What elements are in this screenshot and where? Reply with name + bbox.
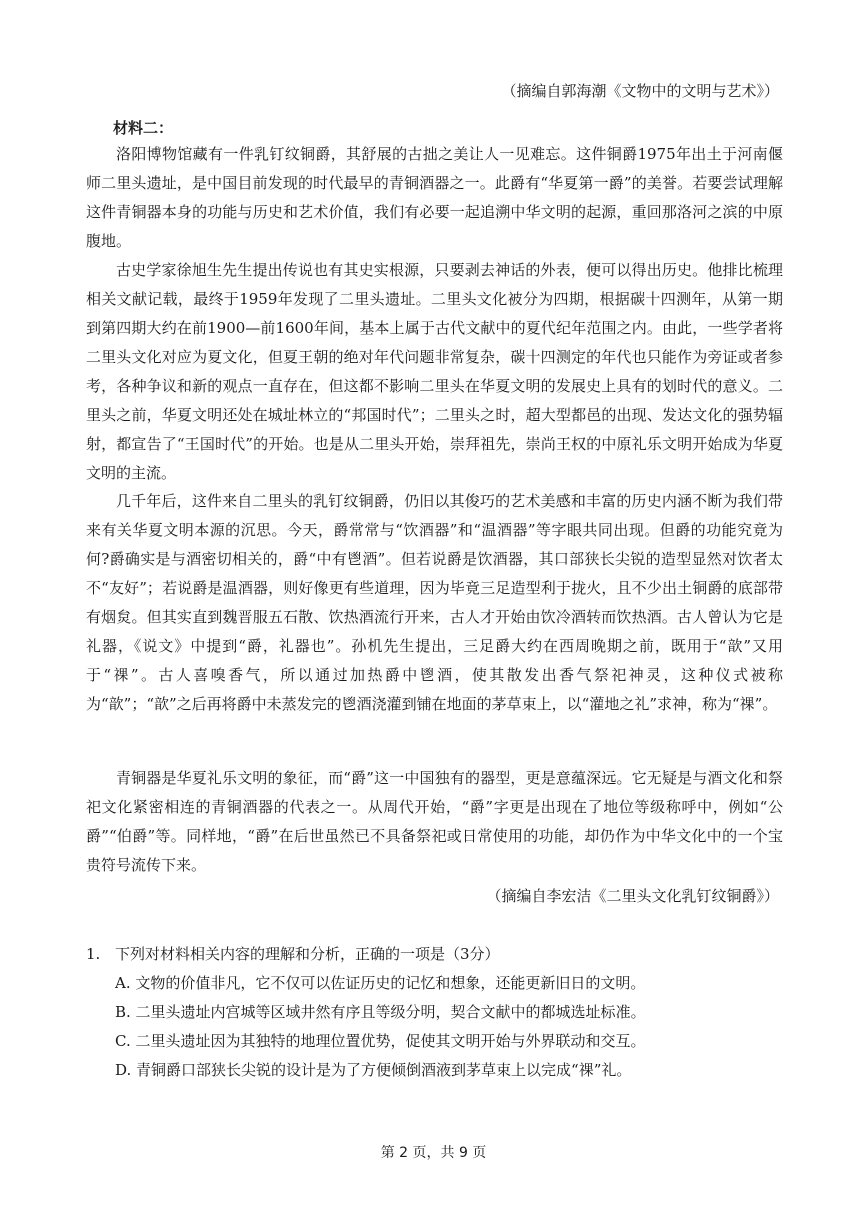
material-heading: 材料二： bbox=[113, 119, 174, 137]
page-footer: 第 2 页，共 9 页 bbox=[380, 1145, 487, 1161]
option-c: C. 二里头遗址因为其独特的地理位置优势，促使其文明开始与外界联动和交互。 bbox=[115, 1032, 646, 1050]
paragraph-1: 洛阳博物馆藏有一件乳钉纹铜爵，其舒展的古拙之美让人一见难忘。这件铜爵1975年出土于河南偃师二里头遗址，是中国目前发现的时代最早的青铜酒器之一。此爵有“华夏第一爵”的美誉。若要尝试理解这件青铜器本身的功能与历史和艺术价值，我们有必要一起追溯中华文明的起源，重回那洛河之滨的中原腹地。 bbox=[86, 145, 783, 250]
source-citation-1: （摘编自郭海潮《文物中的文明与艺术》） bbox=[501, 82, 779, 100]
question-number: 1. bbox=[86, 945, 101, 963]
paragraph-4: 青铜器是华夏礼乐文明的象征，而“爵”这一中国独有的器型，更是意蕴深远。它无疑是与酒文化和祭祀文化紧密相连的青铜酒器的代表之一。从周代开始，“爵”字更是出现在了地位等级称呼中，例如“公爵”“伯爵”等。同样地，“爵”在后世虽然已不具备祭祀或日常使用的功能，却仍作为中华文化中的一个宝贵符号流传下来。 bbox=[86, 769, 783, 874]
paragraph-2: 古史学家徐旭生先生提出传说也有其史实根源，只要剥去神话的外表，便可以得出历史。他排比梳理相关文献记载，最终于1959年发现了二里头遗址。二里头文化被分为四期，根据碳十四测年，从第一期到第四期大约在前1900—前1600年间，基本上属于古代文献中的夏代纪年范围之内。由此，一些学者将二里头文化对应为夏文化，但夏王朝的绝对年代问题非常复杂，碳十四测定的年代也只能作为旁证或者参考，各种争议和新的观点一直存在，但这都不影响二里头在华夏文明的发展史上具有的划时代的意义。二里头之前，华夏文明还处在城址林立的“邦国时代”；二里头之时，超大型都邑的出现、发达文化的强势辐射，都宣告了“王国时代”的开始。也是从二里头开始，崇拜祖先，崇尚王权的中原礼乐文明开始成为华夏文明的主流。 bbox=[86, 261, 783, 482]
option-d: D. 青铜爵口部狭长尖锐的设计是为了方便倾倒酒液到茅草束上以完成“祼”礼。 bbox=[115, 1061, 632, 1079]
question-stem: 下列对材料相关内容的理解和分析，正确的一项是（3分） bbox=[115, 945, 500, 963]
paragraph-3: 几千年后，这件来自二里头的乳钉纹铜爵，仍旧以其俊巧的艺术美感和丰富的历史内涵不断为我们带来有关华夏文明本源的沉思。今天，爵常常与“饮酒器”和“温酒器”等字眼共同出现。但爵的功能究竟为何?爵确实是与酒密切相关的，爵“中有鬯酒”。但若说爵是饮酒器，其口部狭长尖锐的造型显然对饮者太不“友好”；若说爵是温酒器，则好像更有些道理，因为毕竟三足造型利于拢火，且不少出土铜爵的底部带有烟炱。但其实直到魏晋服五石散、饮热酒流行开来，古人才开始由饮冷酒转而饮热酒。古人曾认为它是礼器，《说文》中提到“爵，礼器也”。孙机先生提出，三足爵大约在西周晚期之前，既用于“歆”又用于“祼”。古人喜嗅香气，所以通过加热爵中鬯酒，使其散发出香气祭祀神灵，这种仪式被称为“歆”；“歆”之后再将爵中未蒸发完的鬯酒浇灌到铺在地面的茅草束上，以“灌地之礼”求神，称为“祼”。 bbox=[86, 492, 783, 713]
option-a: A. 文物的价值非凡，它不仅可以佐证历史的记忆和想象，还能更新旧日的文明。 bbox=[115, 974, 646, 992]
source-citation-2: （摘编自李宏洁《二里头文化乳钉纹铜爵》） bbox=[486, 887, 779, 905]
option-b: B. 二里头遗址内宫城等区域井然有序且等级分明，契合文献中的都城选址标准。 bbox=[115, 1003, 646, 1021]
